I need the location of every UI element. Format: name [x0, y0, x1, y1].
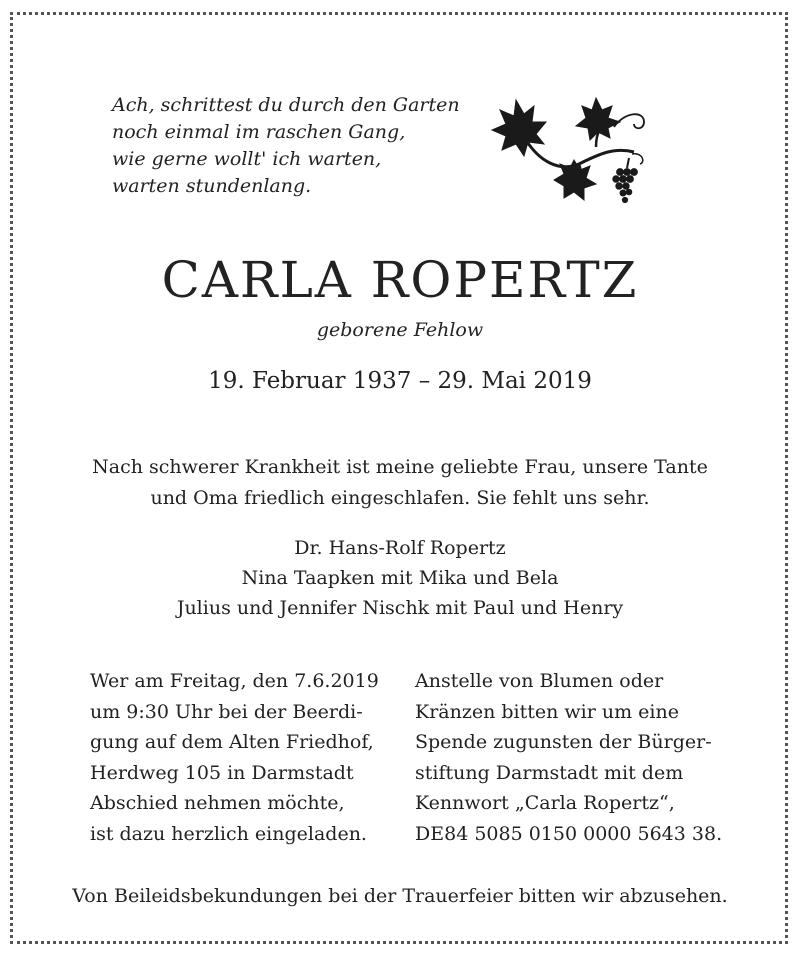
footer-note: Von Beileidsbekundungen bei der Trauerfeier bitten wir abzusehen.: [72, 885, 728, 907]
funeral-info: [90, 666, 390, 849]
donation-info-line: stiftung Darmstadt mit dem: [415, 761, 684, 784]
funeral-info-line: um 9:30 Uhr bei der Beerdi-: [90, 700, 363, 723]
funeral-info-line: Wer am Freitag, den 7.6.2019: [90, 670, 379, 692]
mourners-list: [0, 533, 800, 623]
donation-info: [415, 666, 735, 849]
poem-line: noch einmal im raschen Gang,: [112, 121, 406, 143]
donation-info-line: DE84 5085 0150 0000 5643 38.: [415, 822, 723, 845]
donation-info-line: Kränzen bitten wir um eine: [415, 700, 679, 723]
grapevine-icon: [484, 92, 654, 207]
poem-line: Ach, schrittest du durch den Garten: [112, 94, 460, 116]
donation-info-line: Spende zugunsten der Bürger-: [415, 731, 712, 753]
mourner: Dr. Hans-Rolf Ropertz: [294, 537, 506, 559]
message-line: Nach schwerer Krankheit ist meine geliebte Frau, unsere Tante: [92, 456, 708, 478]
funeral-info-line: ist dazu herzlich eingeladen.: [90, 822, 367, 845]
message-line: und Oma friedlich eingeschlafen. Sie fehlt uns sehr.: [150, 487, 650, 509]
poem-line: wie gerne wollt' ich warten,: [112, 148, 382, 170]
birth-name: geborene Fehlow: [316, 319, 484, 341]
funeral-info-line: gung auf dem Alten Friedhof,: [90, 731, 374, 753]
obituary-message: [0, 452, 800, 514]
mourner: Julius und Jennifer Nischk mit Paul und Henry: [176, 597, 624, 619]
deceased-name: CARLA ROPERTZ: [161, 251, 639, 309]
mourner: Nina Taapken mit Mika und Bela: [241, 567, 559, 589]
poem-line: warten stundenlang.: [112, 175, 312, 197]
funeral-info-line: Abschied nehmen möchte,: [90, 792, 345, 814]
funeral-info-line: Herdweg 105 in Darmstadt: [90, 761, 354, 784]
donation-info-line: Anstelle von Blumen oder: [415, 670, 664, 692]
poem: [112, 92, 492, 200]
life-dates: 19. Februar 1937 – 29. Mai 2019: [208, 368, 592, 394]
donation-info-line: Kennwort „Carla Ropertz“,: [415, 792, 675, 814]
